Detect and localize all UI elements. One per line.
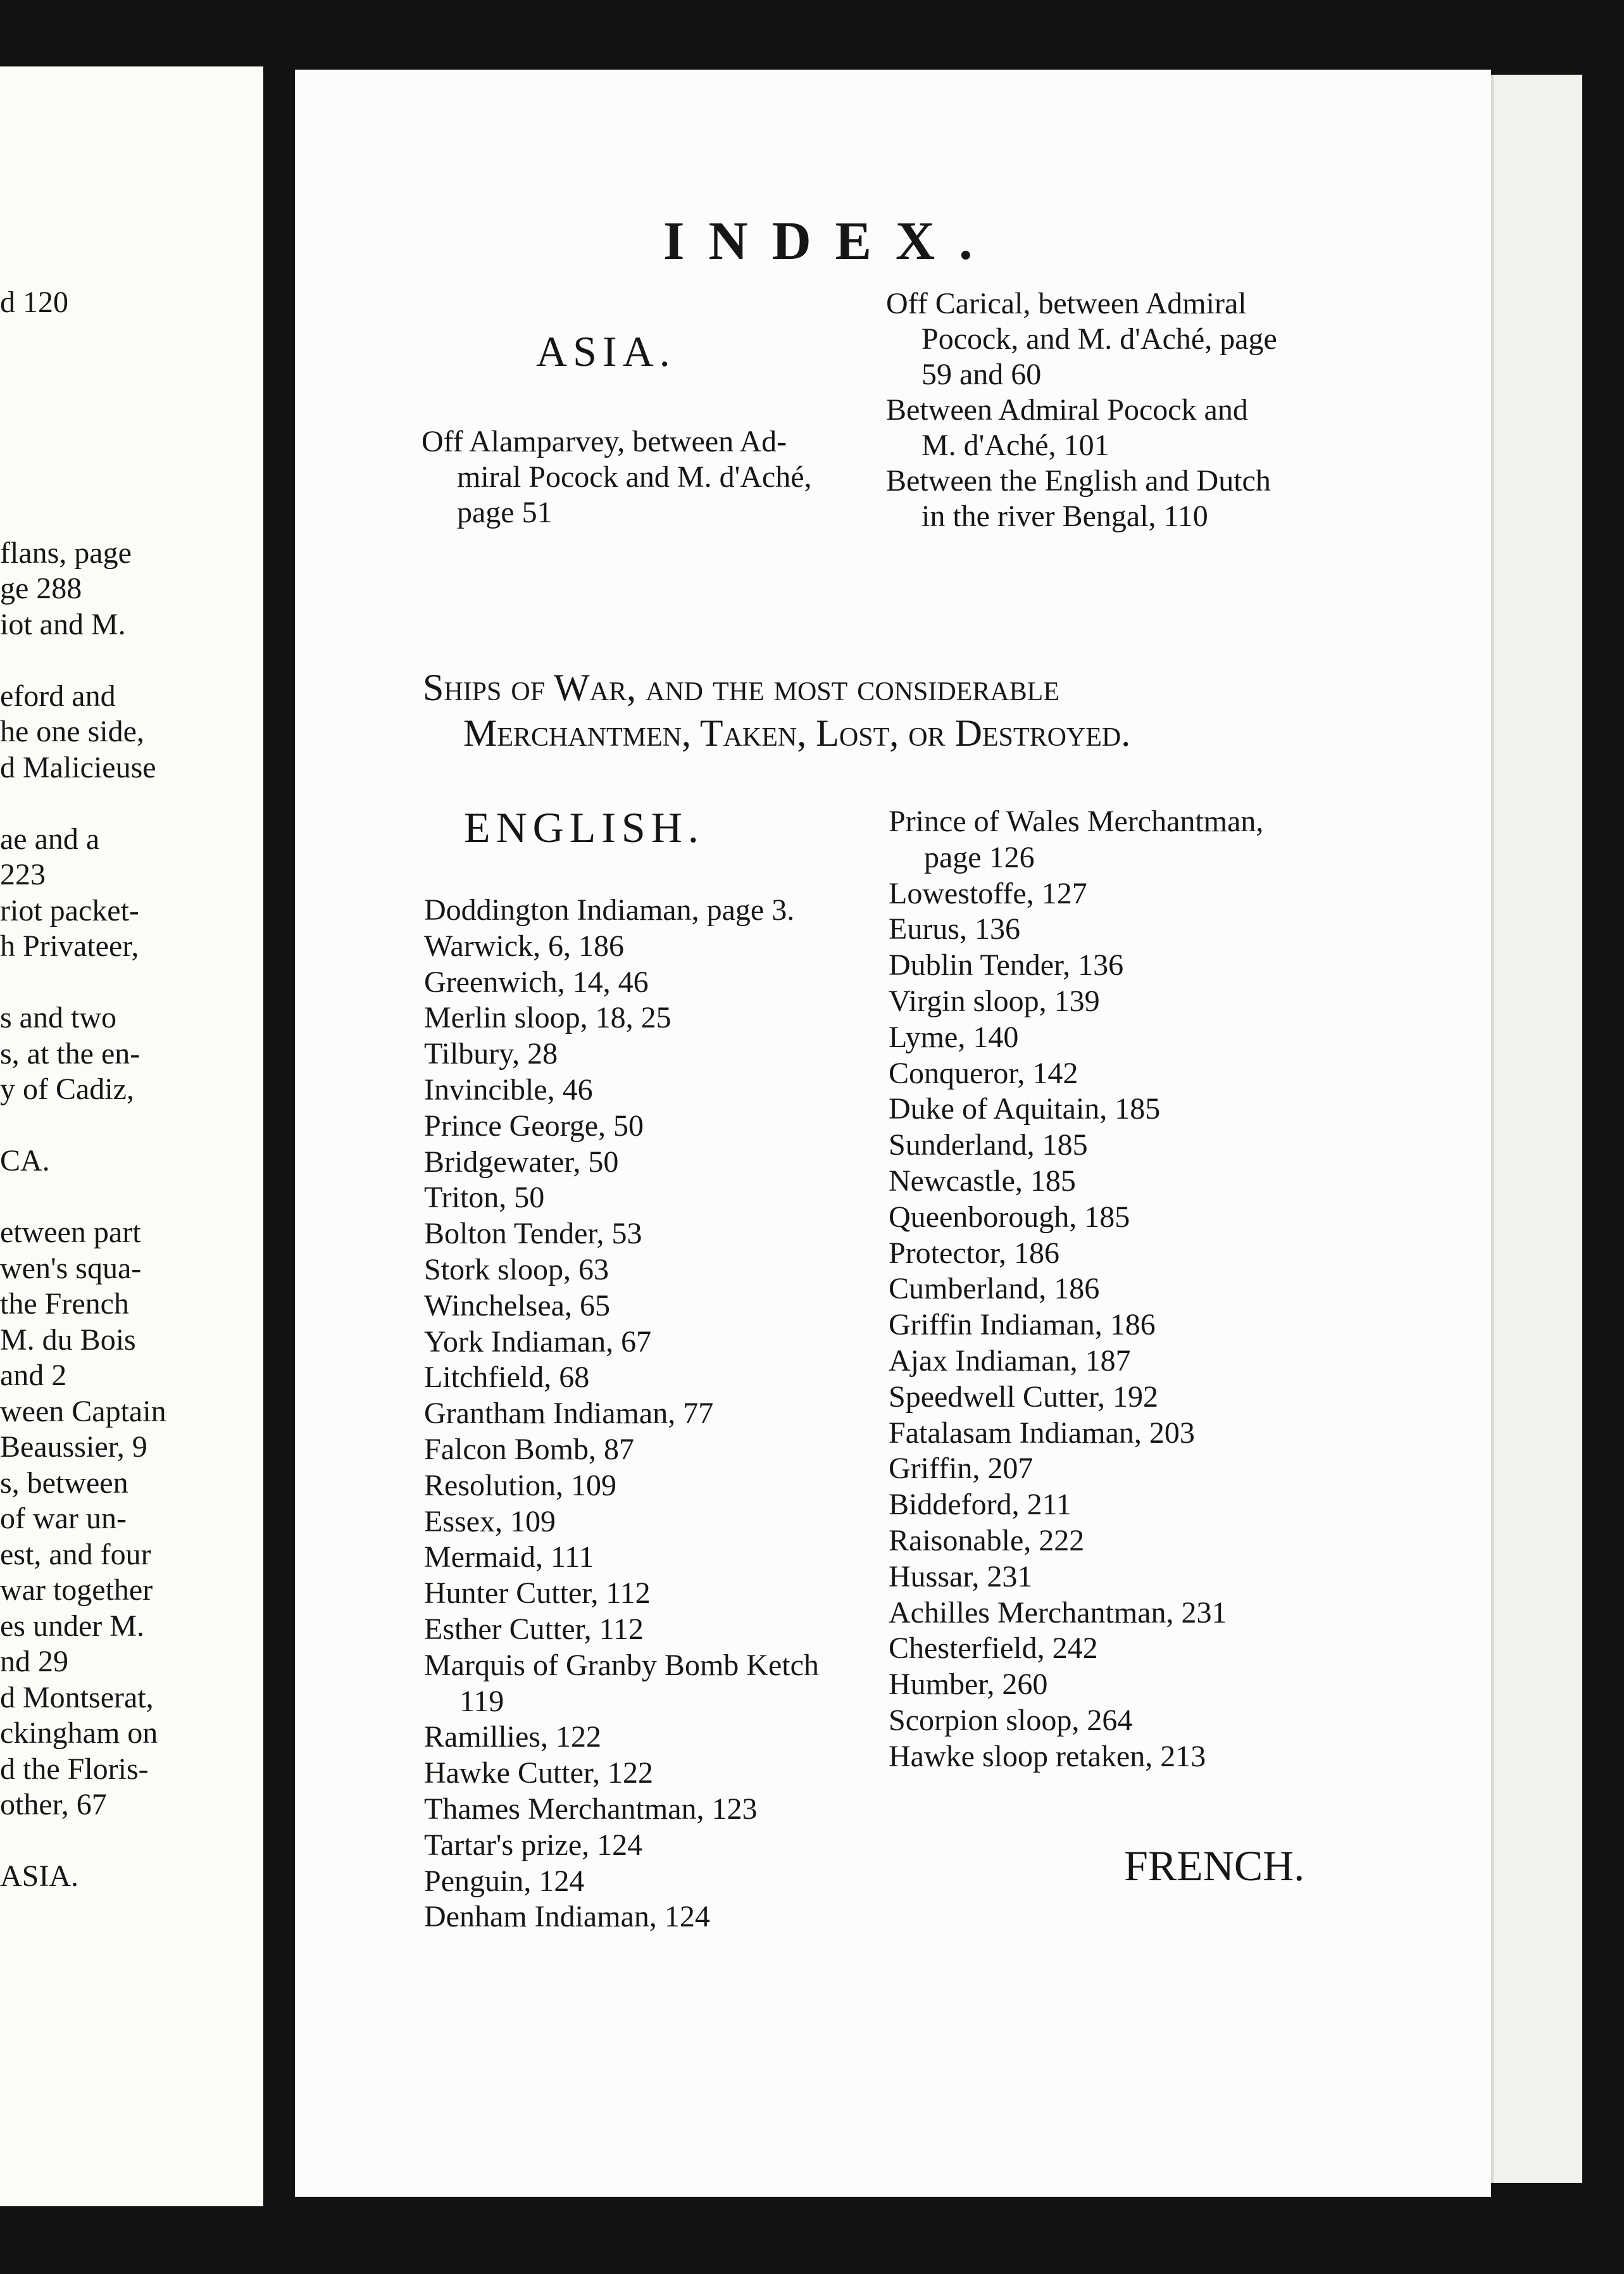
english-ship-entry: Warwick, 6, 186 (424, 929, 625, 963)
english-ship-entry: Prince George, 50 (424, 1109, 644, 1143)
english-ship-entry: Greenwich, 14, 46 (424, 965, 649, 999)
english-ship-entry: 119 (459, 1684, 504, 1718)
asia-right-entry-line: in the river Bengal, 110 (921, 499, 1208, 533)
english-ship-entry: Tilbury, 28 (424, 1037, 558, 1071)
left-page-line: war together (0, 1573, 153, 1607)
english-ship-entry: Bridgewater, 50 (424, 1145, 619, 1179)
left-page-line: 223 (0, 858, 46, 891)
left-page-line: ckingham on (0, 1716, 158, 1750)
english-ship-entry: Resolution, 109 (424, 1468, 617, 1502)
left-page-line: ASIA. (0, 1859, 79, 1893)
english-ship-entry: York Indiaman, 67 (424, 1324, 652, 1359)
english-ship-entry: Penguin, 124 (424, 1864, 585, 1898)
english-ship-entry: Virgin sloop, 139 (889, 984, 1100, 1018)
left-page-line: y of Cadiz, (0, 1072, 134, 1106)
english-ship-entry: Thames Merchantman, 123 (424, 1792, 758, 1826)
left-page-line: eford and (0, 679, 116, 713)
left-page-line: other, 67 (0, 1788, 107, 1821)
left-page-line: h Privateer, (0, 929, 139, 963)
english-ship-entry: Sunderland, 185 (889, 1128, 1088, 1162)
english-ship-entry: Chesterfield, 242 (889, 1631, 1098, 1666)
english-ship-entry: Dublin Tender, 136 (889, 948, 1124, 983)
asia-right-entry-line: Pocock, and M. d'Aché, page (921, 322, 1277, 356)
asia-right-entry-line: M. d'Aché, 101 (921, 429, 1109, 462)
english-ship-entry: Duke of Aquitain, 185 (889, 1092, 1161, 1126)
english-ship-entry: Litchfield, 68 (424, 1360, 590, 1395)
left-page-line: he one side, (0, 715, 144, 748)
asia-right-entry-line: Between Admiral Pocock and (886, 393, 1248, 427)
english-ship-entry: Hunter Cutter, 112 (424, 1576, 651, 1611)
left-page-line: d 120 (0, 286, 68, 319)
english-ship-entry: Raisonable, 222 (889, 1524, 1085, 1557)
left-page-line: Beaussier, 9 (0, 1430, 147, 1464)
asia-right-entry-line: Between the English and Dutch (886, 464, 1271, 498)
english-ship-entry: Winchelsea, 65 (424, 1288, 610, 1322)
english-ship-entry: Tartar's prize, 124 (424, 1828, 643, 1862)
left-page-line: d the Floris- (0, 1752, 149, 1786)
english-ship-entry: Protector, 186 (889, 1236, 1060, 1270)
english-ship-entry: Fatalasam Indiaman, 203 (889, 1416, 1195, 1450)
asia-left-entry-line: page 51 (457, 496, 553, 529)
english-ship-entry: Esther Cutter, 112 (424, 1612, 644, 1646)
english-ship-entry: Lyme, 140 (889, 1020, 1019, 1054)
english-ship-entry: Merlin sloop, 18, 25 (424, 1001, 671, 1035)
asia-right-entry-line: 59 and 60 (921, 358, 1042, 391)
english-ship-entry: Hawke Cutter, 122 (424, 1756, 653, 1790)
french-heading: FRENCH. (1124, 1842, 1305, 1890)
english-ship-entry: Cumberland, 186 (889, 1272, 1100, 1306)
english-ship-entry: Achilles Merchantman, 231 (889, 1595, 1227, 1630)
english-ship-entry: Newcastle, 185 (889, 1164, 1076, 1198)
right-page (295, 70, 1491, 2197)
english-ship-entry: Eurus, 136 (889, 912, 1020, 946)
ships-heading-line-2 (463, 710, 1130, 756)
left-page-line: ae and a (0, 822, 100, 856)
english-ship-entry: Bolton Tender, 53 (424, 1217, 642, 1251)
english-ship-entry: Stork sloop, 63 (424, 1253, 609, 1286)
english-ship-entry: Mermaid, 111 (424, 1540, 594, 1574)
english-ship-entry: Hussar, 231 (889, 1559, 1033, 1593)
english-ship-entry: Griffin, 207 (889, 1452, 1034, 1486)
left-page-line: flans, page (0, 536, 132, 570)
english-ship-entry: Doddington Indiaman, page 3. (424, 893, 795, 927)
english-ship-entry: Prince of Wales Merchantman, (889, 805, 1264, 838)
left-page-line: s, between (0, 1466, 128, 1500)
english-ship-entry: Ajax Indiaman, 187 (889, 1344, 1131, 1378)
english-ship-entry: Grantham Indiaman, 77 (424, 1397, 714, 1431)
left-page-line: d Montserat, (0, 1680, 154, 1714)
left-page-line: riot packet- (0, 893, 139, 927)
left-page-line: CA. (0, 1144, 50, 1178)
left-page-line: wen's squa- (0, 1251, 142, 1285)
left-page-line: etween part (0, 1216, 141, 1249)
left-page-line: ge 288 (0, 572, 82, 605)
asia-right-entry-line: Off Carical, between Admiral (886, 287, 1247, 320)
english-ship-entry: Denham Indiaman, 124 (424, 1900, 710, 1934)
english-ship-entry: Triton, 50 (424, 1181, 545, 1215)
english-ship-entry: Hawke sloop retaken, 213 (889, 1739, 1206, 1773)
left-page-line: of war un- (0, 1502, 127, 1535)
english-ship-entry: Essex, 109 (424, 1504, 556, 1538)
left-page-line: the French (0, 1287, 129, 1321)
left-page-line: nd 29 (0, 1645, 68, 1678)
english-ship-entry: Conqueror, 142 (889, 1056, 1078, 1090)
english-ship-entry: page 126 (924, 840, 1035, 874)
english-ship-entry: Marquis of Granby Bomb Ketch (424, 1648, 819, 1682)
left-page-line: es under M. (0, 1609, 144, 1643)
page-title: INDEX. (663, 210, 997, 271)
english-heading: ENGLISH. (464, 803, 704, 851)
english-ship-entry: Griffin Indiaman, 186 (889, 1308, 1156, 1342)
left-page-line: s and two (0, 1001, 116, 1034)
asia-left-entry-line: Off Alamparvey, between Ad- (422, 425, 787, 458)
asia-left-entry-line: miral Pocock and M. d'Aché, (457, 460, 812, 494)
left-page (0, 66, 263, 2206)
english-ship-entry: Falcon Bomb, 87 (424, 1433, 634, 1466)
english-ship-entry: Queenborough, 185 (889, 1200, 1130, 1234)
left-page-line: d Malicieuse (0, 750, 156, 784)
english-ship-entry: Scorpion sloop, 264 (889, 1704, 1133, 1737)
english-ship-entry: Speedwell Cutter, 192 (889, 1379, 1158, 1414)
english-ship-entry: Invincible, 46 (424, 1073, 593, 1107)
left-page-line: iot and M. (0, 607, 126, 641)
english-ship-entry: Lowestoffe, 127 (889, 876, 1087, 910)
page-edge (1491, 75, 1582, 2183)
english-ship-entry: Humber, 260 (889, 1668, 1048, 1702)
left-page-line: ween Captain (0, 1394, 166, 1428)
left-page-line: and 2 (0, 1359, 67, 1392)
ships-heading-line-2-text: Merchantmen, Taken, Lost, or Destroyed. (463, 712, 1131, 754)
left-page-line: est, and four (0, 1537, 151, 1571)
english-ship-entry: Biddeford, 211 (889, 1488, 1071, 1522)
ships-heading-line-1-text: Ships of War, and the most considerable (423, 667, 1059, 708)
english-ship-entry: Ramillies, 122 (424, 1720, 601, 1754)
asia-heading: ASIA. (536, 327, 676, 375)
left-page-line: M. du Bois (0, 1322, 136, 1357)
ships-heading-line-1 (423, 665, 1059, 710)
left-page-line: s, at the en- (0, 1036, 141, 1071)
